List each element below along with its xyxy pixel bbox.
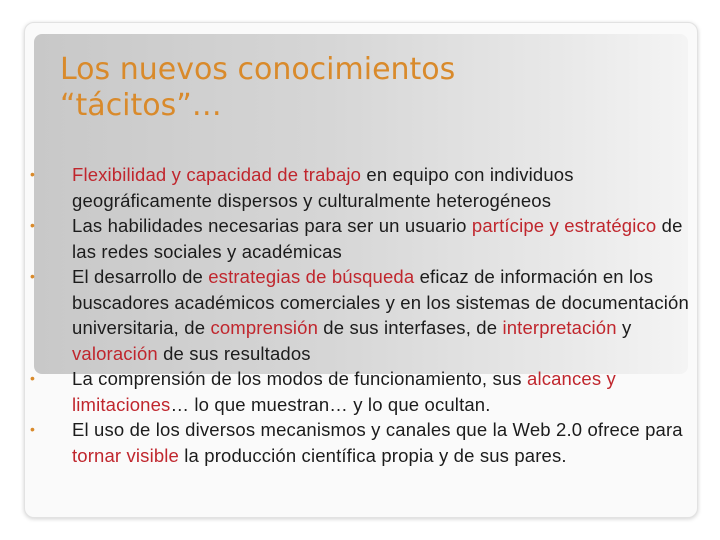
bullet-item <box>30 264 695 366</box>
highlighted-text: valoración <box>72 342 158 364</box>
plain-text: la producción científica propia y de sus pares. <box>178 444 567 466</box>
bullet-item <box>30 417 695 468</box>
bullet-dot-icon: • <box>30 166 36 182</box>
bullet-text <box>72 368 616 415</box>
bullet-dot-icon: • <box>30 217 36 233</box>
plain-text: de sus resultados <box>157 342 311 364</box>
highlighted-text: interpretación <box>502 317 617 338</box>
highlighted-text: estrategias de búsqueda <box>208 266 415 287</box>
bullet-item <box>30 213 695 264</box>
plain-text: El desarrollo de <box>72 266 209 287</box>
slide-title-line-1: Los nuevos conocimientos <box>60 52 456 87</box>
plain-text: y <box>616 317 632 338</box>
bullet-text <box>72 419 683 466</box>
bullet-text <box>72 164 574 211</box>
highlighted-text: partícipe y estratégico <box>471 215 657 236</box>
bullet-item <box>30 162 695 213</box>
plain-text: … lo que muestran… y lo que ocultan. <box>170 393 491 415</box>
bullet-text <box>72 266 689 364</box>
highlighted-text: alcances y limitaciones <box>72 368 616 415</box>
plain-text: La comprensión de los modos de funcionamiento, sus <box>72 368 527 389</box>
plain-text: en equipo con individuos geográficamente dispersos y culturalmente heterogéneos <box>72 164 574 211</box>
bullet-text <box>72 215 683 262</box>
plain-text: de las redes sociales y académicas <box>72 215 683 262</box>
plain-text: de sus interfases, de <box>318 317 503 338</box>
highlighted-text: comprensión <box>210 317 319 338</box>
bullet-item <box>30 366 695 417</box>
highlighted-text: tornar visible <box>72 444 179 466</box>
slide-title-line-2: “tácitos”… <box>60 88 222 123</box>
bullet-dot-icon: • <box>30 268 36 284</box>
highlighted-text: Flexibilidad y capacidad de trabajo <box>72 164 362 185</box>
bullet-dot-icon: • <box>30 370 36 386</box>
plain-text: El uso de los diversos mecanismos y canales que la Web 2.0 ofrece para <box>72 419 683 440</box>
bullet-dot-icon: • <box>30 421 36 437</box>
slide-title <box>60 52 620 124</box>
plain-text: eficaz de información en los buscadores académicos comerciales y en los sistemas de documentación universitaria, de <box>72 266 689 338</box>
bullet-list <box>30 162 695 468</box>
plain-text: Las habilidades necesarias para ser un usuario <box>72 215 472 236</box>
